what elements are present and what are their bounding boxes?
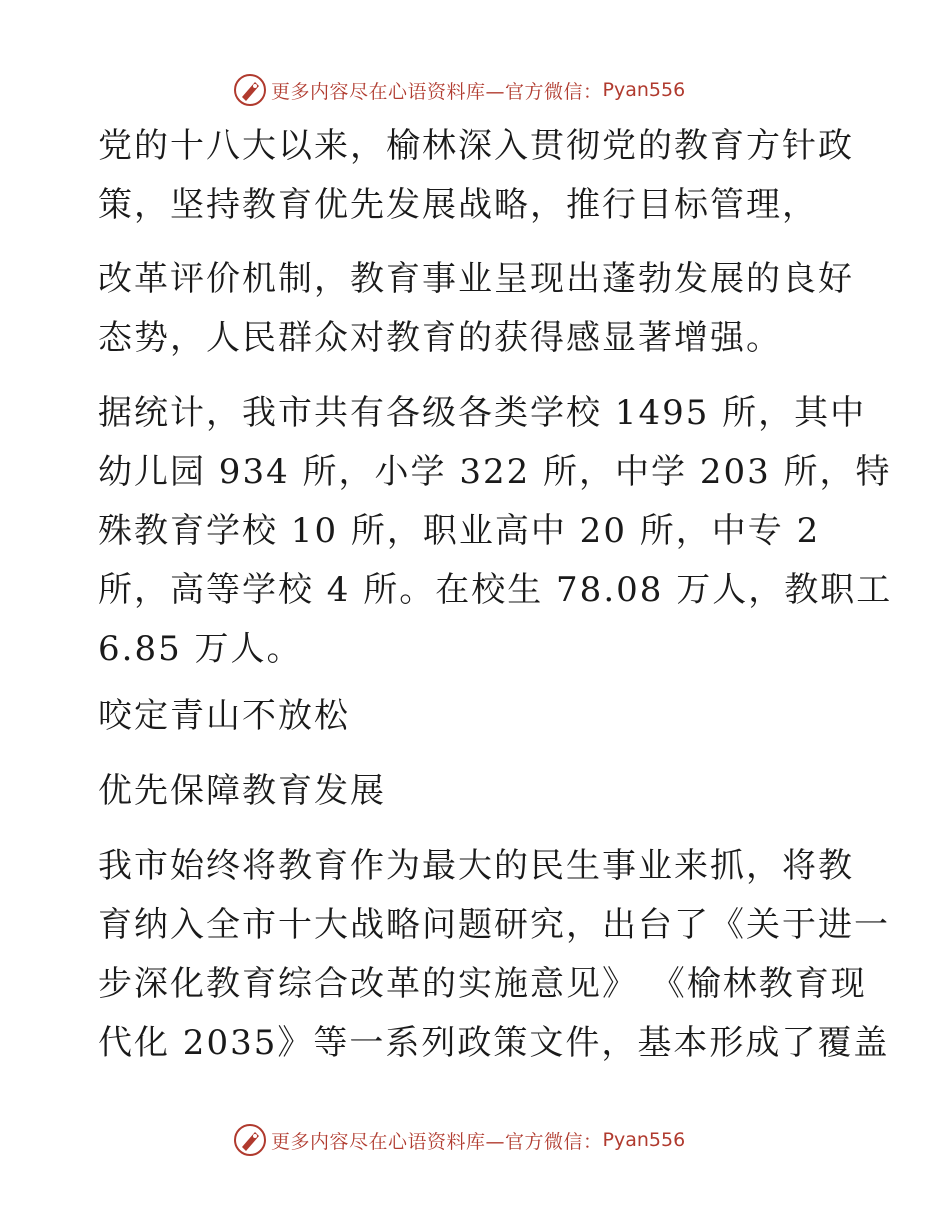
text-line: 育纳入全市十大战略问题研究，出台了《关于进一 bbox=[98, 905, 890, 945]
text-line: 所，高等学校 4 所。在校生 78.08 万人，教职工 bbox=[98, 570, 893, 610]
watermark-text: 更多内容尽在心语资料库—官方微信： bbox=[271, 80, 603, 103]
text-line: 代化 2035》等一系列政策文件，基本形成了覆盖 bbox=[98, 1023, 890, 1063]
paragraph-2 bbox=[98, 250, 858, 368]
watermark-id: Pyan556 bbox=[602, 1129, 686, 1151]
header-watermark bbox=[233, 70, 685, 110]
paragraph-3 bbox=[98, 384, 893, 679]
text-line: 6.85 万人。 bbox=[98, 629, 303, 669]
pen-nib-logo-icon bbox=[233, 73, 267, 107]
text-line: 殊教育学校 10 所，职业高中 20 所，中专 2 bbox=[98, 511, 821, 551]
heading-line: 优先保障教育发展 bbox=[98, 771, 386, 811]
text-line: 策，坚持教育优先发展战略，推行目标管理， bbox=[98, 185, 818, 225]
pen-nib-logo-icon bbox=[233, 1123, 267, 1157]
text-line: 步深化教育综合改革的实施意见》 《榆林教育现 bbox=[98, 964, 867, 1004]
text-line: 据统计，我市共有各级各类学校 1495 所，其中 bbox=[98, 393, 867, 433]
text-line: 幼儿园 934 所，小学 322 所，中学 203 所，特 bbox=[98, 452, 892, 492]
text-line: 态势，人民群众对教育的获得感显著增强。 bbox=[98, 318, 782, 358]
section-heading-1 bbox=[98, 687, 858, 746]
watermark-id: Pyan556 bbox=[602, 79, 686, 101]
paragraph-4 bbox=[98, 837, 890, 1073]
footer-watermark bbox=[233, 1120, 685, 1160]
text-line: 党的十八大以来，榆林深入贯彻党的教育方针政 bbox=[98, 126, 854, 166]
section-heading-2 bbox=[98, 762, 858, 821]
text-line: 我市始终将教育作为最大的民生事业来抓，将教 bbox=[98, 846, 854, 886]
text-line: 改革评价机制，教育事业呈现出蓬勃发展的良好 bbox=[98, 259, 854, 299]
heading-line: 咬定青山不放松 bbox=[98, 696, 350, 736]
paragraph-1 bbox=[98, 117, 858, 235]
watermark-text: 更多内容尽在心语资料库—官方微信： bbox=[271, 1130, 603, 1153]
